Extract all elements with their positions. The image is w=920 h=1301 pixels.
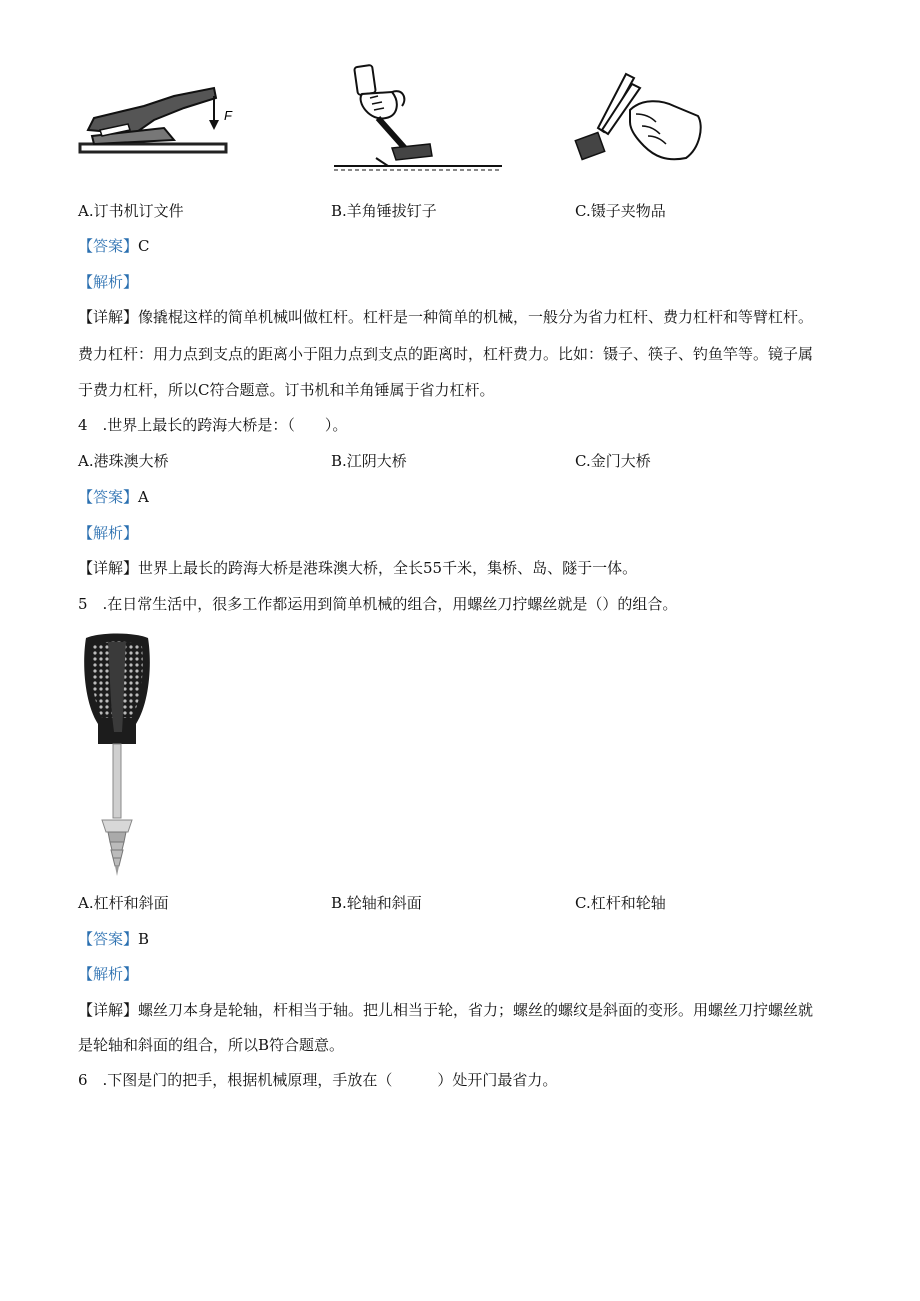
detail-tag: 【详解】 — [78, 1001, 139, 1019]
detail-text: 像撬棍这样的简单机械叫做杠杆。杠杆是一种简单的机械，一般分为省力杠杆、费力杠杆和等臂杠杆。 — [138, 308, 814, 326]
answer-value: B — [138, 930, 150, 948]
force-label: F — [224, 108, 232, 123]
tweezers-figure — [570, 70, 710, 170]
q5-analysis-tag: 【解析】 — [78, 965, 139, 983]
detail-tag: 【详解】 — [78, 559, 139, 577]
screwdriver-figure — [80, 632, 154, 880]
answer-value: C — [138, 237, 150, 255]
stapler-figure — [74, 78, 240, 160]
answer-value: A — [138, 488, 149, 506]
q4-detail — [78, 557, 637, 578]
q3-option-b: B.羊角锤拔钉子 — [331, 202, 437, 220]
q3-detail-line1 — [78, 306, 813, 327]
q3-option-a: A.订书机订文件 — [78, 202, 184, 220]
q4-option-c: C.金门大桥 — [575, 452, 651, 470]
q4-question: 4 .世界上最长的跨海大桥是：（ ）。 — [78, 416, 348, 434]
q5-question: 5 .在日常生活中，很多工作都运用到简单机械的组合，用螺丝刀拧螺丝就是（）的组合。 — [78, 595, 678, 613]
answer-tag: 【答案】 — [78, 930, 139, 948]
q3-option-c: C.镊子夹物品 — [575, 202, 666, 220]
detail-text: 螺丝刀本身是轮轴，杆相当于轴。把儿相当于轮，省力；螺丝的螺纹是斜面的变形。用螺丝刀拧螺丝就 — [138, 1001, 814, 1019]
q5-detail-line2: 是轮轴和斜面的组合，所以B符合题意。 — [78, 1036, 345, 1054]
q4-option-a: A.港珠澳大桥 — [78, 452, 169, 470]
q3-detail-line2: 费力杠杆：用力点到支点的距离小于阻力点到支点的距离时，杠杆费力。比如：镊子、筷子、钓鱼竿等。镜子属 — [78, 345, 814, 363]
q6-question: 6 .下图是门的把手，根据机械原理，手放在（ ）处开门最省力。 — [78, 1071, 558, 1089]
claw-hammer-figure — [326, 62, 506, 186]
q5-answer — [78, 928, 149, 949]
q3-analysis-tag: 【解析】 — [78, 273, 139, 291]
detail-tag: 【详解】 — [78, 308, 139, 326]
q5-option-c: C.杠杆和轮轴 — [575, 894, 666, 912]
q4-option-b: B.江阴大桥 — [331, 452, 407, 470]
detail-text: 世界上最长的跨海大桥是港珠澳大桥，全长55千米，集桥、岛、隧于一体。 — [138, 559, 638, 577]
q5-option-a: A.杠杆和斜面 — [78, 894, 169, 912]
answer-tag: 【答案】 — [78, 237, 139, 255]
q5-option-b: B.轮轴和斜面 — [331, 894, 422, 912]
q5-detail-line1 — [78, 999, 813, 1020]
q4-analysis-tag: 【解析】 — [78, 524, 139, 542]
q3-detail-line3: 于费力杠杆，所以C符合题意。订书机和羊角锤属于省力杠杆。 — [78, 381, 495, 399]
q4-answer — [78, 486, 149, 507]
answer-tag: 【答案】 — [78, 488, 139, 506]
q3-answer — [78, 235, 150, 256]
